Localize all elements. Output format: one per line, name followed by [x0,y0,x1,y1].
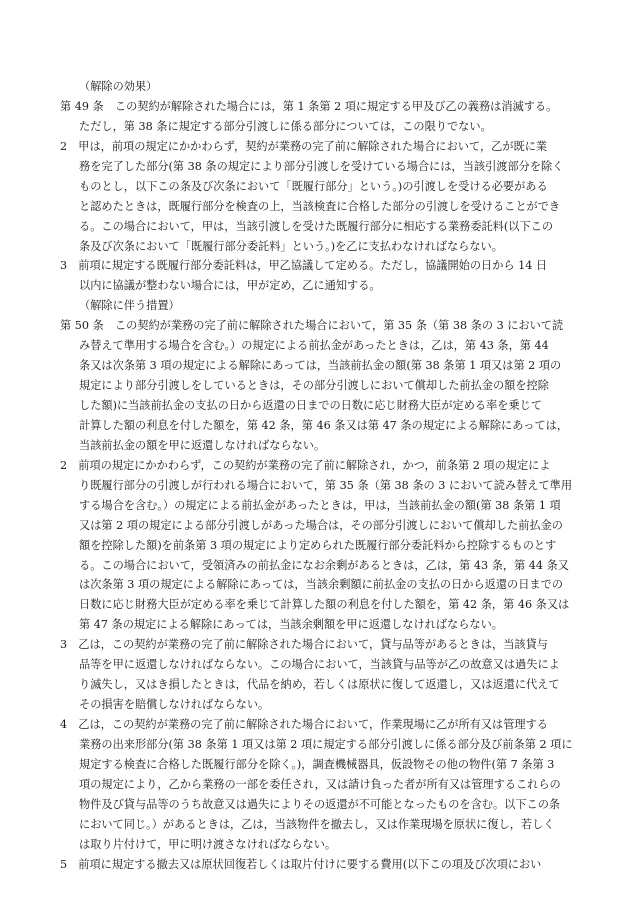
section-heading: （解除に伴う措置） [79,299,180,313]
continuation-line: 品等を甲に返還しなければならない。この場合において，当該貸与品等が乙の故意又は過失によ [79,658,560,672]
continuation-line: する場合を含む。）の規定による前払金があったときは，甲は，当該前払金の額(第 38 条第 1 項 [79,498,561,512]
continuation-line: 規定により部分引渡しをしているときは，その部分引渡しにおいて償却した前払金の額を控除 [79,379,549,393]
continuation-line: ものとし，以下この条及び次条において「既履行部分」という。)の引渡しを受ける必要がある [79,179,548,193]
paragraph-line: 3 前項に規定する既履行部分委託料は，甲乙協議して定める。ただし，協議開始の日から 14 日 [60,259,548,273]
continuation-line: り既履行部分の引渡しが行われる場合において，第 35 条（第 38 条の 3 において読み替えて準用 [79,478,573,492]
continuation-line: 以内に協議が整わない場合には，甲が定め，乙に通知する。 [79,279,381,293]
continuation-line: 又は第 2 項の規定による部分引渡しがあった場合は，その部分引渡しにおいて償却した前払金の [79,518,563,532]
paragraph-line: 2 前項の規定にかかわらず，この契約が業務の完了前に解除され，かつ，前条第 2 項の規定によ [60,458,551,472]
continuation-line: 条又は次条第 3 項の規定による解除にあっては，当該前払金の額(第 38 条第 1 項又は第 2 項の [79,359,562,373]
continuation-line: 日数に応じ財務大臣が定める率を乗じて計算した額の利息を付した額を，第 42 条，第 46 条又は [79,598,570,612]
continuation-line: る。この場合において，受領済みの前払金になお余剰があるときは，乙は，第 43 条，第 44 条又 [79,558,569,572]
continuation-line: 務を完了した部分(第 38 条の規定により部分引渡しを受けている場合には，当該引渡部分を除く [79,159,564,173]
continuation-line: において同じ。）があるときは，乙は，当該物件を撤去し，又は作業現場を原状に復し，若しく [79,817,555,831]
document-page [60,77,580,875]
continuation-line: した額)に当該前払金の支払の日から返還の日までの日数に応じ財務大臣が定める率を乗じて [79,399,543,412]
article-line: 第 50 条 この契約が業務の完了前に解除された場合において，第 35 条（第 38 条の 3 において読 [60,319,564,333]
continuation-line: は次条第 3 項の規定による解除にあっては，当該余剰額に前払金の支払の日から返還の日までの [79,578,563,592]
paragraph-line: 5 前項に規定する撤去又は原状回復若しくは取片付けに要する費用(以下この項及び次項におい [60,857,542,871]
continuation-line: 条及び次条において「既履行部分委託料」という。)を乙に支払わなければならない。 [79,239,503,253]
continuation-line: 項の規定により，乙から業務の一部を委任され，又は請け負った者が所有又は管理するこれらの [79,777,561,791]
article-line: 第 49 条 この契約が解除された場合には，第 1 条第 2 項に規定する甲及び乙の義務は消滅する。 [60,99,558,113]
continuation-line: 規定する検査に合格した既履行部分を除く。)，調査機械器具，仮設物その他の物件(第 7 条第 3 [79,757,555,771]
continuation-line: 計算した額の利息を付した額を，第 42 条，第 46 条又は第 47 条の規定による解除にあっては， [79,418,569,432]
paragraph-line: 2 甲は，前項の規定にかかわらず，契約が業務の完了前に解除された場合において，乙が既に業 [60,139,548,153]
paragraph-line: 3 乙は，この契約が業務の完了前に解除された場合において，貸与品等があるときは，当該貸与 [60,638,548,652]
continuation-line: その損害を賠償しなければならない。 [79,698,270,712]
continuation-line: 額を控除した額)を前条第 3 項の規定により定められた既履行部分委託料から控除するものとす [79,538,557,552]
continuation-line: は取り片付けて，甲に明け渡さなければならない。 [79,837,337,851]
continuation-line: 第 47 条の規定による解除にあっては，当該余剰額を甲に返還しなければならない。 [79,618,503,632]
paragraph-line: 4 乙は，この契約が業務の完了前に解除された場合において，作業現場に乙が所有又は管理する [60,718,548,731]
continuation-line: り滅失し，又はき損したときは，代品を納め，若しくは原状に復して返還し，又は返還に代えて [79,678,560,692]
section-heading: （解除の効果） [79,80,158,93]
continuation-line: み替えて準用する場合を含む。）の規定による前払金があったときは，乙は，第 43 条，第 44 [79,339,549,353]
continuation-line: 当該前払金の額を甲に返還しなければならない。 [79,438,326,452]
continuation-line: ただし，第 38 条に規定する部分引渡しに係る部分については，この限りでない。 [79,119,492,133]
continuation-line: 物件及び貸与品等のうち故意又は過失によりその返還が不可能となったものを含む。以下この条 [79,797,561,811]
continuation-line: 業務の出来形部分(第 38 条第 1 項又は第 2 項に規定する部分引渡しに係る部分及び前条第 2 項に [79,737,573,751]
continuation-line: と認めたときは，既履行部分を検査の上，当該検査に合格した部分の引渡しを受けることができ [79,199,561,213]
continuation-line: る。この場合において，甲は，当該引渡しを受けた既履行部分に相応する業務委託料(以下この [79,219,554,233]
